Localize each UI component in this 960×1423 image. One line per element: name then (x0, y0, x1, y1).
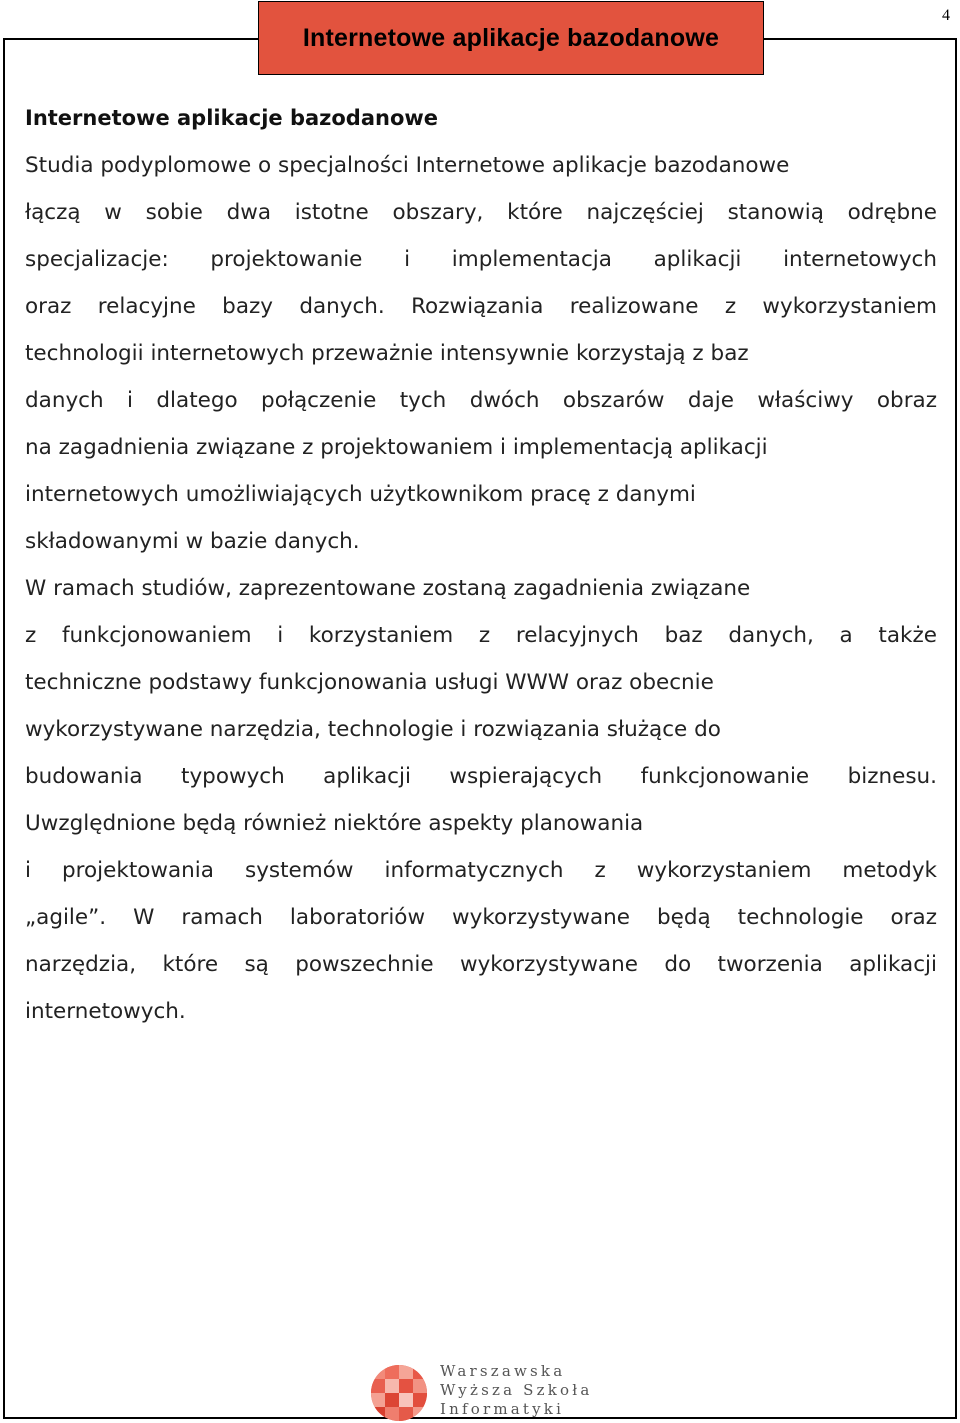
paragraph-1 (25, 142, 937, 565)
header-title: Internetowe aplikacje bazodanowe (302, 23, 720, 52)
text-line: technologii internetowych przeważnie intensywnie korzystają z baz (25, 341, 749, 366)
text-line: internetowych. (25, 999, 186, 1024)
school-logo (370, 1358, 600, 1422)
content-body (25, 94, 937, 1035)
text-line: „agile”. W ramach laboratoriów wykorzystywane będą technologie oraz (25, 905, 937, 930)
logo-wordmark (440, 1362, 592, 1419)
text-line: oraz relacyjne bazy danych. Rozwiązania realizowane z wykorzystaniem (25, 294, 937, 319)
text-line: wykorzystywane narzędzia, technologie i rozwiązania służące do (25, 717, 721, 742)
section-heading: Internetowe aplikacje bazodanowe (25, 106, 439, 130)
logo-line-1: Warszawska (440, 1362, 566, 1380)
text-line: techniczne podstawy funkcjonowania usługi WWW oraz obecnie (25, 670, 714, 695)
text-line: internetowych umożliwiających użytkownikom pracę z danymi (25, 482, 696, 507)
text-line: łączą w sobie dwa istotne obszary, które najczęściej stanowią odrębne (25, 200, 937, 225)
text-line: składowanymi w bazie danych. (25, 529, 360, 554)
logo-line-2: Wyższa Szkoła (440, 1381, 593, 1399)
text-line: budowania typowych aplikacji wspierających funkcjonowanie biznesu. (25, 764, 937, 789)
text-line: W ramach studiów, zaprezentowane zostaną zagadnienia związane (25, 576, 751, 601)
page-number: 4 (942, 7, 950, 24)
text-line: z funkcjonowaniem i korzystaniem z relacyjnych baz danych, a także (25, 623, 937, 648)
text-line: i projektowania systemów informatycznych z wykorzystaniem metodyk (25, 858, 937, 883)
paragraph-2 (25, 565, 937, 1035)
text-line: na zagadnienia związane z projektowaniem i implementacją aplikacji (25, 435, 768, 460)
text-line: danych i dlatego połączenie tych dwóch obszarów daje właściwy obraz (25, 388, 937, 413)
logo-mosaic-icon (370, 1364, 428, 1422)
logo-line-3: Informatyki (440, 1400, 565, 1418)
text-line: specjalizacje: projektowanie i implementacja aplikacji internetowych (25, 247, 937, 272)
header-tab (258, 1, 764, 75)
text-line: Studia podyplomowe o specjalności Internetowe aplikacje bazodanowe (25, 153, 790, 178)
text-line: Uwzględnione będą również niektóre aspekty planowania (25, 811, 644, 836)
text-line: narzędzia, które są powszechnie wykorzystywane do tworzenia aplikacji (25, 952, 937, 977)
